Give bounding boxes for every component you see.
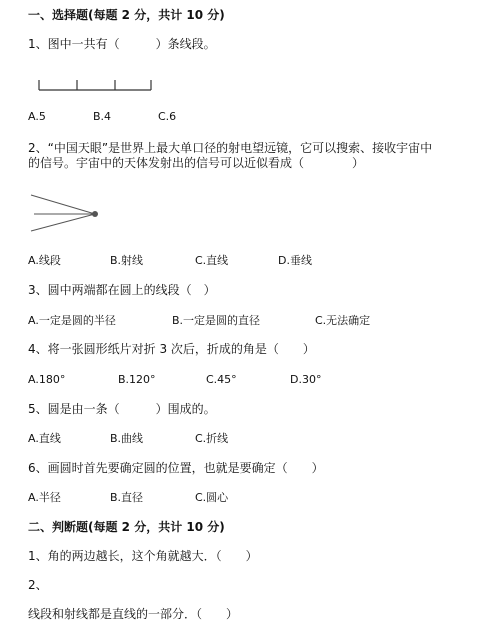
q3-option-c[interactable]: C.无法确定 (315, 314, 371, 327)
q2-option-b[interactable]: B.射线 (110, 254, 144, 267)
q4-option-c[interactable]: C.45° (206, 373, 237, 386)
section-title-judgement: 二、判断题(每题 2 分，共计 10 分) (28, 520, 225, 534)
q6-option-b[interactable]: B.直径 (110, 491, 144, 504)
question-4-text: 4、将一张圆形纸片对折 3 次后，折成的角是（ ） (28, 342, 315, 356)
q3-option-a[interactable]: A.一定是圆的半径 (28, 314, 116, 327)
q1-option-b[interactable]: B.4 (93, 110, 112, 123)
q2-option-d[interactable]: D.垂线 (278, 254, 312, 267)
q5-option-b[interactable]: B.曲线 (110, 432, 144, 445)
q4-option-a[interactable]: A.180° (28, 373, 66, 386)
section-title-choice: 一、选择题(每题 2 分，共计 10 分) (28, 8, 225, 22)
q6-option-c[interactable]: C.圆心 (195, 491, 229, 504)
q5-option-a[interactable]: A.直线 (28, 432, 61, 445)
q1-option-a[interactable]: A.5 (28, 110, 46, 123)
line-segment-figure (36, 76, 156, 96)
q6-option-a[interactable]: A.半径 (28, 491, 61, 504)
q4-option-b[interactable]: B.120° (118, 373, 156, 386)
judgement-2-number: 2、 (28, 578, 48, 592)
question-1-text: 1、图中一共有（ ）条线段。 (28, 37, 216, 51)
q4-option-d[interactable]: D.30° (290, 373, 322, 386)
q1-option-c[interactable]: C.6 (158, 110, 177, 123)
q2-option-c[interactable]: C.直线 (195, 254, 229, 267)
q2-option-a[interactable]: A.线段 (28, 254, 61, 267)
q5-option-c[interactable]: C.折线 (195, 432, 229, 445)
question-5-text: 5、圆是由一条（ ）围成的。 (28, 402, 216, 416)
question-2-text-line2: 的信号。宇宙中的天体发射出的信号可以近似看成（ ） (28, 156, 365, 170)
question-6-text: 6、画圆时首先要确定圆的位置，也就是要确定（ ） (28, 461, 324, 475)
rays-figure (28, 190, 108, 238)
judgement-1-text: 1、角的两边越长，这个角就越大．（ ） (28, 549, 258, 563)
question-2-text-line1: 2、“中国天眼”是世界上最大单口径的射电望远镜，它可以搜索、接收宇宙中 (28, 141, 433, 155)
q3-option-b[interactable]: B.一定是圆的直径 (172, 314, 261, 327)
question-3-text: 3、圆中两端都在圆上的线段（ ） (28, 283, 216, 297)
judgement-2-text: 线段和射线都是直线的一部分．（ ） (28, 607, 239, 621)
